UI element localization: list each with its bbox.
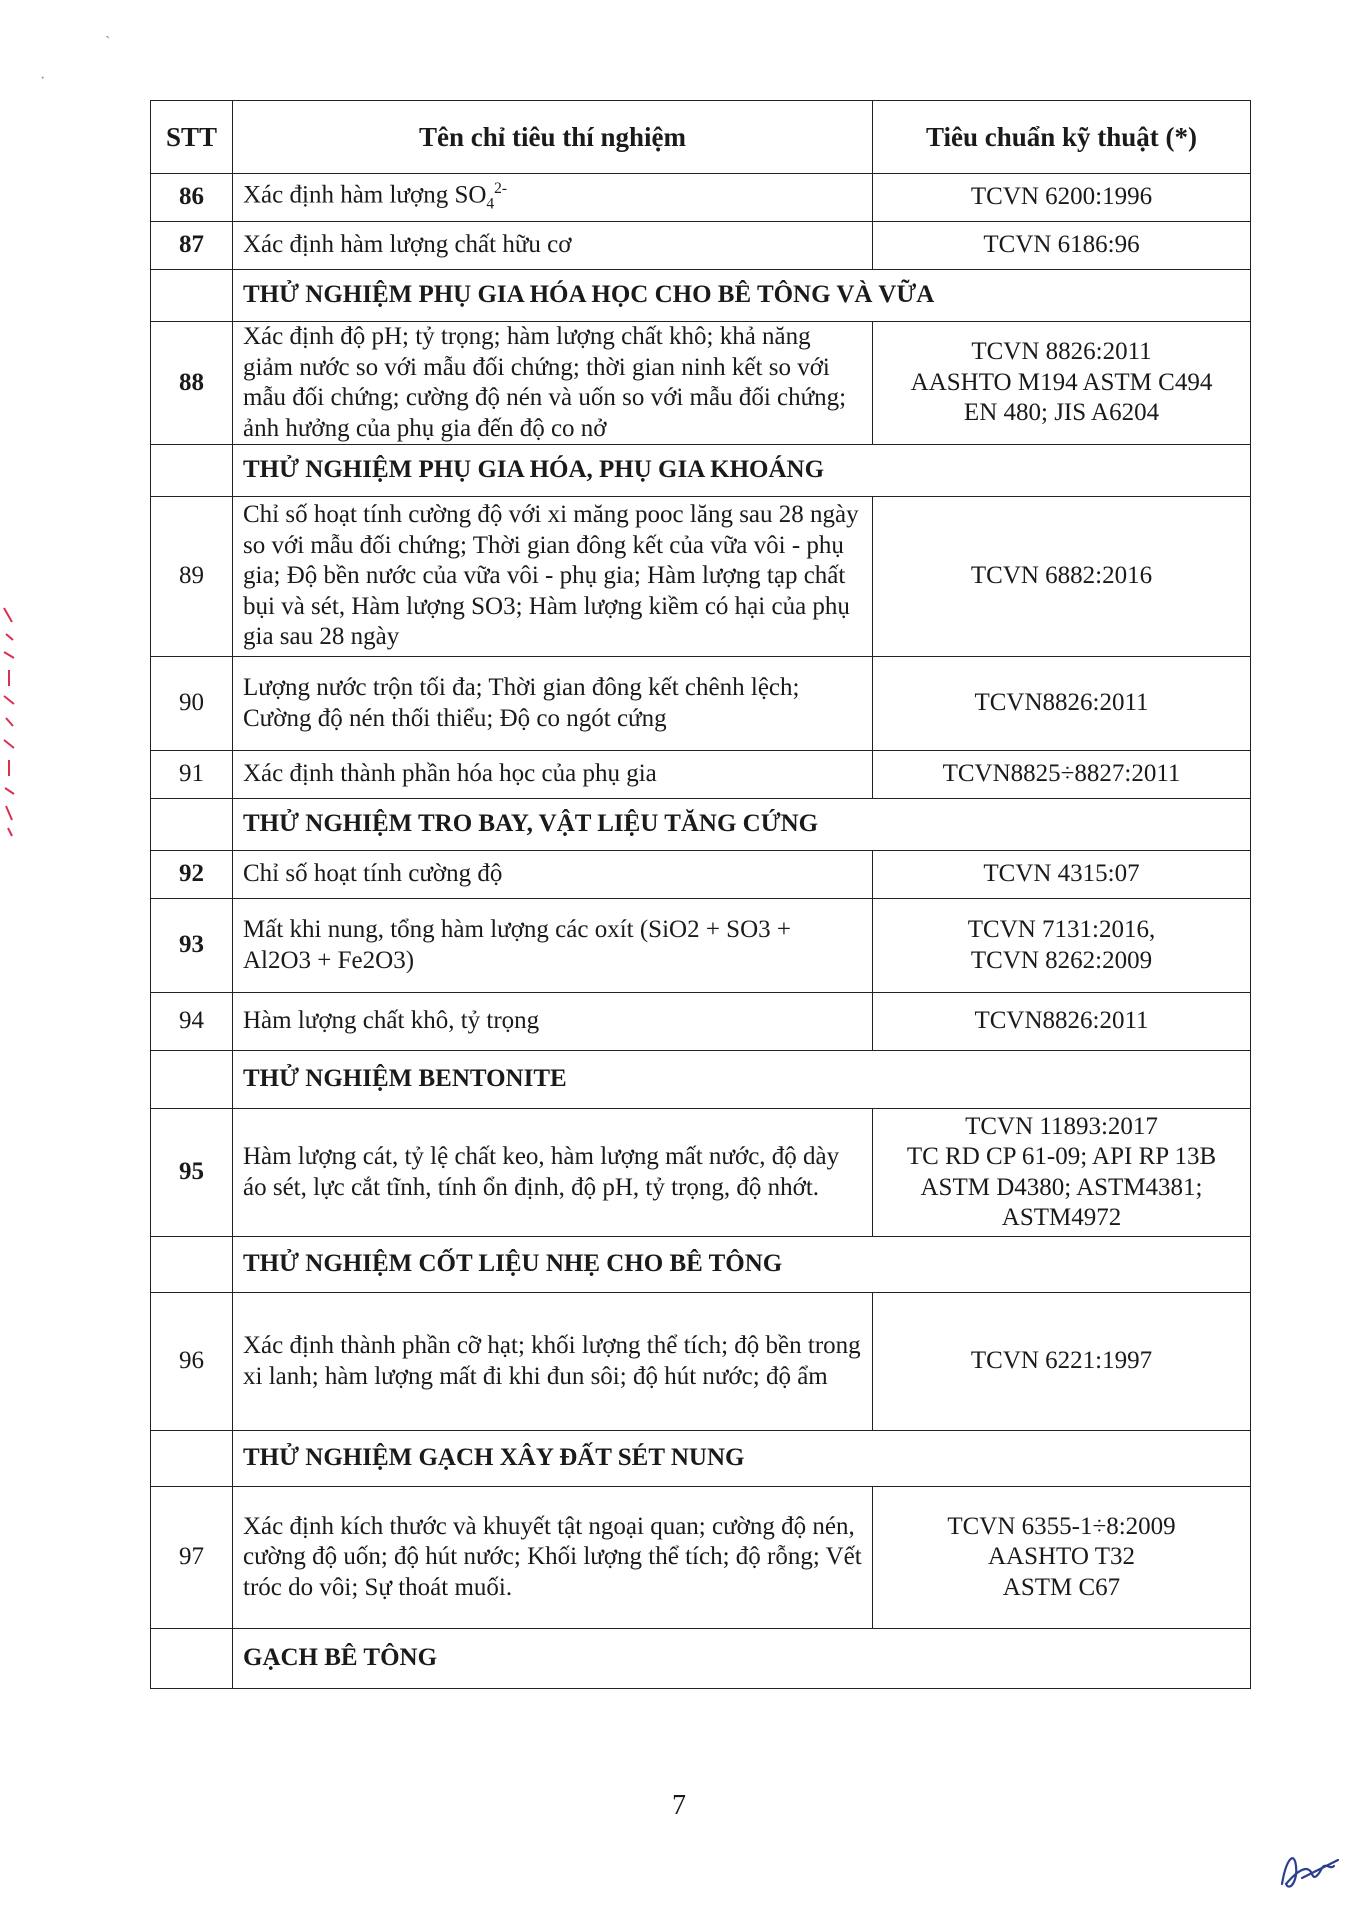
standard-cell — [873, 751, 1251, 799]
stt-cell: 86 — [151, 174, 233, 222]
section-row — [151, 1629, 1251, 1689]
stt-cell: 87 — [151, 222, 233, 270]
test-name-text: Xác định kích thước và khuyết tật ngoại quan; cường độ nén, cường độ uốn; độ hút nước; Khối lượng thể tích; độ rỗng; Vết tróc do vôi; Sự thoát muối. — [243, 1512, 862, 1601]
standard-line: TCVN 6882:2016 — [970, 562, 1153, 590]
standard-cell — [873, 899, 1251, 993]
stt-cell: 91 — [151, 751, 233, 799]
chemical-subscript: 4 — [486, 195, 495, 213]
standard-line: TC RD CP 61-09; API RP 13B — [906, 1143, 1217, 1170]
stt-cell: 88 — [151, 322, 233, 445]
standard-line: ASTM D4380; ASTM4381; — [920, 1173, 1203, 1201]
scan-speck: ˎ — [105, 22, 111, 39]
table-row — [151, 1293, 1251, 1431]
section-row — [151, 799, 1251, 851]
stt-cell-empty — [151, 799, 233, 851]
header-test-name: Tên chỉ tiêu thí nghiệm — [233, 101, 873, 174]
stt-cell: 95 — [151, 1109, 233, 1237]
table-header-row — [151, 101, 1251, 174]
page-number: 7 — [672, 1790, 686, 1821]
table-row — [151, 993, 1251, 1051]
stt-cell: 89 — [151, 497, 233, 657]
standard-cell — [873, 657, 1251, 751]
table-row — [151, 222, 1251, 270]
standard-cell — [873, 497, 1251, 657]
test-name-cell — [233, 851, 873, 899]
section-row — [151, 270, 1251, 322]
standard-cell — [873, 993, 1251, 1051]
header-standard: Tiêu chuẩn kỹ thuật (*) — [873, 101, 1251, 174]
test-name-text: Hàm lượng chất khô, tỷ trọng — [243, 1007, 540, 1035]
margin-stamp-mark — [0, 600, 20, 840]
section-row — [151, 445, 1251, 497]
standard-line: TCVN 8262:2009 — [970, 946, 1153, 974]
section-row — [151, 1051, 1251, 1109]
standard-line: AASHTO M194 ASTM C494 — [910, 368, 1213, 396]
standard-line: TCVN 4315:07 — [983, 860, 1140, 888]
stt-cell-empty — [151, 1629, 233, 1689]
table-row — [151, 657, 1251, 751]
standard-cell — [873, 1109, 1251, 1237]
test-name-cell — [233, 322, 873, 445]
standard-line: ASTM C67 — [1002, 1573, 1121, 1601]
test-name-cell — [233, 1109, 873, 1237]
test-name-text: Chỉ số hoạt tính cường độ với xi măng pooc lăng sau 28 ngày so với mẫu đối chứng; Thời gian đông kết của vữa vôi - phụ gia; Độ bền nước của vữa vôi - phụ gia; Hàm lượng tạp chất bụi và sét, Hàm lượng SO3; Hàm lượng kiềm có hại của phụ gia sau 28 ngày — [243, 501, 859, 651]
signature-mark — [1272, 1840, 1344, 1900]
table-row — [151, 1487, 1251, 1629]
stt-cell: 94 — [151, 993, 233, 1051]
section-row — [151, 1237, 1251, 1293]
section-title: THỬ NGHIỆM CỐT LIỆU NHẸ CHO BÊ TÔNG — [233, 1237, 1251, 1293]
table-row — [151, 751, 1251, 799]
standard-cell — [873, 322, 1251, 445]
table-row — [151, 851, 1251, 899]
stt-cell: 90 — [151, 657, 233, 751]
header-stt: STT — [151, 101, 233, 174]
standard-line: TCVN 8826:2011 — [971, 338, 1152, 366]
standard-line: AASHTO T32 — [987, 1543, 1135, 1571]
test-name-cell — [233, 751, 873, 799]
standard-line: TCVN 6355-1÷8:2009 — [947, 1512, 1176, 1540]
test-name-text: Chỉ số hoạt tính cường độ — [243, 860, 503, 888]
test-name-text: Xác định thành phần hóa học của phụ gia — [243, 760, 657, 788]
test-name-text: Xác định thành phần cỡ hạt; khối lượng thể tích; độ bền trong xi lanh; hàm lượng mất đi khi đun sôi; độ hút nước; độ ẩm — [243, 1332, 861, 1390]
test-name-cell — [233, 222, 873, 270]
table-row — [151, 174, 1251, 222]
stt-cell: 92 — [151, 851, 233, 899]
standard-line: TCVN8825÷8827:2011 — [942, 760, 1181, 788]
standard-line: TCVN8826:2011 — [974, 689, 1149, 717]
test-name-cell — [233, 1293, 873, 1431]
table-row — [151, 899, 1251, 993]
test-name-text: Hàm lượng cát, tỷ lệ chất keo, hàm lượng mất nước, độ dày áo sét, lực cắt tĩnh, tính ổn định, độ pH, tỷ trọng, độ nhớt. — [243, 1143, 840, 1201]
standard-line: TCVN 6186:96 — [983, 231, 1140, 259]
test-name-text: Xác định độ pH; tỷ trọng; hàm lượng chất khô; khả năng giảm nước so với mẫu đối chứng; thời gian ninh kết so với mẫu đối chứng; cường độ nén và uốn so với mẫu đối chứng; ảnh hưởng của phụ gia đến độ co nở — [243, 323, 847, 442]
test-name-cell — [233, 497, 873, 657]
test-name-text: Xác định hàm lượng SO — [243, 181, 487, 209]
stt-cell-empty — [151, 445, 233, 497]
standard-cell — [873, 174, 1251, 222]
section-title: GẠCH BÊ TÔNG — [233, 1629, 1251, 1689]
section-title: THỬ NGHIỆM GẠCH XÂY ĐẤT SÉT NUNG — [233, 1431, 1251, 1487]
stt-cell: 93 — [151, 899, 233, 993]
test-standards-table — [150, 100, 1251, 1689]
test-name-text: Mất khi nung, tổng hàm lượng các oxít (SiO2 + SO3 + Al2O3 + Fe2O3) — [243, 916, 791, 974]
standard-cell — [873, 851, 1251, 899]
standard-line: TCVN 7131:2016, — [967, 916, 1156, 943]
standard-cell — [873, 1487, 1251, 1629]
table-body — [151, 174, 1251, 1689]
section-title: THỬ NGHIỆM BENTONITE — [233, 1051, 1251, 1109]
test-name-text: Xác định hàm lượng chất hữu cơ — [243, 231, 572, 259]
stt-cell-empty — [151, 1431, 233, 1487]
test-name-cell — [233, 1487, 873, 1629]
standard-line: TCVN 11893:2017 — [965, 1112, 1158, 1140]
chemical-superscript: 2- — [494, 180, 508, 198]
test-name-cell — [233, 899, 873, 993]
test-name-text: Lượng nước trộn tối đa; Thời gian đông kết chênh lệch; Cường độ nén thối thiểu; Độ co ngót cứng — [243, 674, 800, 732]
standard-line: TCVN8826:2011 — [974, 1007, 1149, 1035]
stt-cell: 96 — [151, 1293, 233, 1431]
test-name-cell — [233, 174, 873, 222]
stt-cell: 97 — [151, 1487, 233, 1629]
section-row — [151, 1431, 1251, 1487]
scan-speck: · — [40, 70, 46, 87]
stt-cell-empty — [151, 270, 233, 322]
table-row — [151, 497, 1251, 657]
test-name-cell — [233, 657, 873, 751]
section-title: THỬ NGHIỆM PHỤ GIA HÓA, PHỤ GIA KHOÁNG — [233, 445, 1251, 497]
standard-cell — [873, 222, 1251, 270]
standard-line: TCVN 6200:1996 — [970, 183, 1153, 211]
test-name-cell — [233, 993, 873, 1051]
table-row — [151, 1109, 1251, 1237]
standard-cell — [873, 1293, 1251, 1431]
standard-line: EN 480; JIS A6204 — [963, 399, 1160, 427]
section-title: THỬ NGHIỆM PHỤ GIA HÓA HỌC CHO BÊ TÔNG VÀ VỮA — [233, 270, 1251, 322]
stt-cell-empty — [151, 1237, 233, 1293]
stt-cell-empty — [151, 1051, 233, 1109]
standard-line: ASTM4972 — [1001, 1204, 1122, 1231]
standard-line: TCVN 6221:1997 — [970, 1347, 1153, 1375]
section-title: THỬ NGHIỆM TRO BAY, VẬT LIỆU TĂNG CỨNG — [233, 799, 1251, 851]
table-row — [151, 322, 1251, 445]
